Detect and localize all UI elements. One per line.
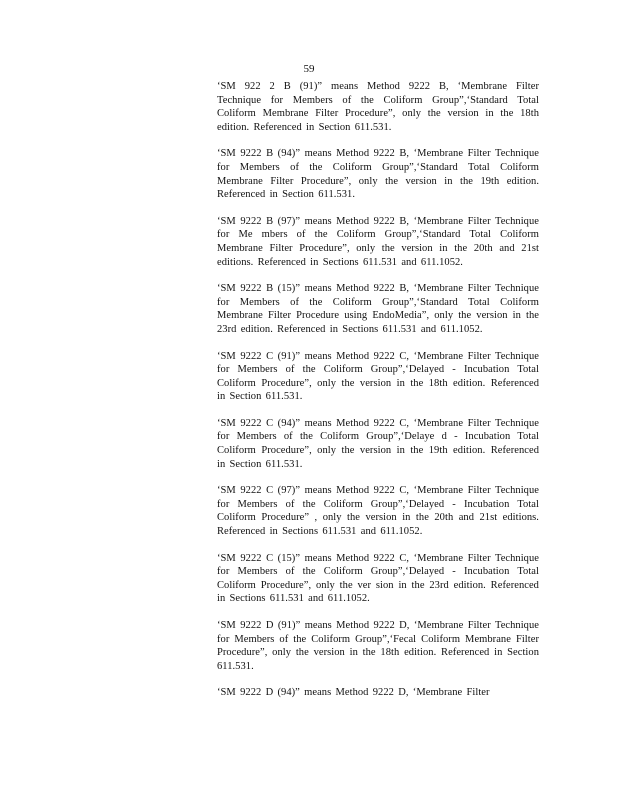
definition-paragraph-sm-9222c-97: ‘SM 9222 C (97)” means Method 9222 C, ‘Membrane Filter Technique for Members of the Coliform Group”,‘Delayed - Incubation Total Coliform Procedure” , only the version in the 20th and 21st editions. Referenced in Sections 611.531 and 611.1052. bbox=[217, 485, 539, 538]
definition-paragraph-sm-9222b-94: ‘SM 9222 B (94)” means Method 9222 B, ‘Membrane Filter Technique for Members of the Coliform Group”,‘Standard Total Coliform Membrane Filter Procedure”, only the version in the 19th edition. Referenced in Section 611.531. bbox=[217, 148, 539, 201]
definition-paragraph-sm-9222c-15: ‘SM 9222 C (15)” means Method 9222 C, ‘Membrane Filter Technique for Members of the Coliform Group”,‘Delayed - Incubation Total Coliform Procedure”, only the ver sion in the 23rd edition. Referenced in Sections 611.531 and 611.1052. bbox=[217, 552, 539, 605]
definition-paragraph-sm-9222d-91: ‘SM 9222 D (91)” means Method 9222 D, ‘Membrane Filter Technique for Members of the Coliform Group”,‘Fecal Coliform Membrane Filter Procedure”, only the version in the 18th edition. Referenced in Section 611.531. bbox=[217, 620, 539, 672]
definition-paragraph-sm-9222c-94: ‘SM 9222 C (94)” means Method 9222 C, ‘Membrane Filter Technique for Members of the Coliform Group”,‘Delaye d - Incubation Total Coliform Procedure”, only the version in the 19th edition. Referenced in Section 611.531. bbox=[217, 417, 539, 470]
definition-paragraph-sm-9222b-97: ‘SM 9222 B (97)” means Method 9222 B, ‘Membrane Filter Technique for Me mbers of the Coliform Group”,‘Standard Total Coliform Membrane Filter Procedure”, only the version in the 20th and 21st editions. Referenced in Sections 611.531 and 611.1052. bbox=[217, 215, 539, 268]
definition-paragraph-sm-9222b-15: ‘SM 9222 B (15)” means Method 9222 B, ‘Membrane Filter Technique for Members of the Coliform Group”,‘Standard Total Coliform Membrane Filter Procedure using EndoMedia”, only the version in the 23rd edition. Referenced in Sections 611.531 and 611.1052. bbox=[217, 283, 539, 335]
page-number: 59 bbox=[303, 63, 315, 75]
definition-paragraph-sm-9222d-94: ‘SM 9222 D (94)” means Method 9222 D, ‘Membrane Filter bbox=[217, 687, 490, 699]
definition-paragraph-sm-9222c-91: ‘SM 9222 C (91)” means Method 9222 C, ‘Membrane Filter Technique for Members of the Coliform Group”,‘Delayed - Incubation Total Coliform Procedure”, only the version in the 18th edition. Referenced in Section 611.531. bbox=[217, 350, 539, 403]
definition-paragraph-sm-9222b-91: ‘SM 922 2 B (91)” means Method 9222 B, ‘Membrane Filter Technique for Members of the Coliform Group”,‘Standard Total Coliform Membrane Filter Procedure”, only the version in the 18th edition. Referenced in Section 611.531. bbox=[217, 81, 539, 133]
definitions-body bbox=[217, 80, 539, 700]
